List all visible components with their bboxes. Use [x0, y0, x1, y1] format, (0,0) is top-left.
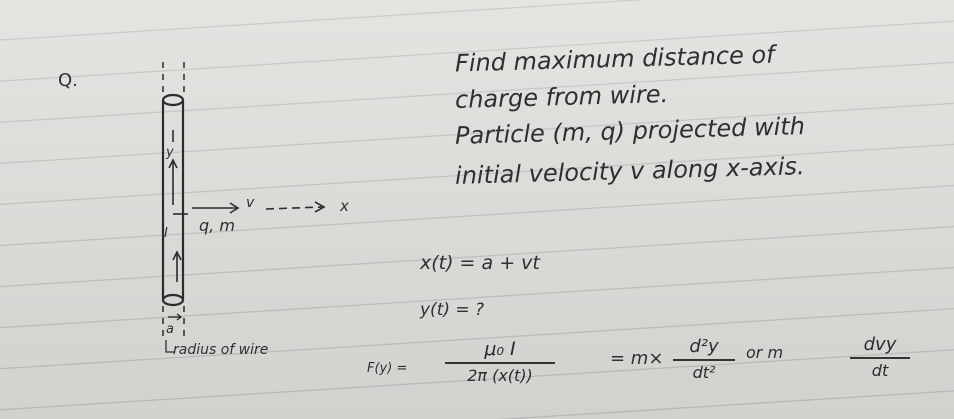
velocity-derivative-fraction	[850, 334, 910, 380]
or-m: or m	[746, 343, 784, 362]
force-denominator: 2π (x(t))	[467, 366, 533, 385]
equation-x-t: x(t) = a + vt	[420, 252, 540, 274]
radius-note: radius of wire	[173, 342, 269, 358]
d2y-numerator: d²y	[689, 336, 719, 357]
current-label: I	[164, 226, 168, 241]
force-numerator: μ₀ I	[484, 338, 516, 360]
equals-m-times: = m×	[610, 348, 664, 369]
problem-line-3: Particle (m, q) projected with	[454, 112, 806, 150]
wire-bottom-ellipse	[163, 295, 183, 305]
problem-line-1: Find maximum distance of	[454, 40, 775, 78]
radius-vector-label: a	[166, 322, 174, 337]
d2y-denominator: dt²	[692, 363, 716, 382]
velocity-label: v	[246, 195, 255, 211]
fraction-bar	[445, 362, 555, 364]
charge-label: q, m	[199, 216, 235, 235]
equation-y-t: y(t) = ?	[420, 300, 485, 320]
wire-top-ellipse	[163, 95, 183, 105]
fraction-bar	[673, 359, 735, 361]
fraction-bar	[850, 357, 910, 359]
dvy-numerator: dvy	[863, 334, 897, 355]
second-derivative-fraction	[673, 336, 735, 382]
problem-line-2: charge from wire.	[454, 80, 669, 114]
force-lhs: F(y) =	[367, 361, 408, 376]
x-axis-dash	[266, 207, 322, 209]
dvy-denominator: dt	[871, 361, 889, 380]
x-axis-label: x	[340, 197, 349, 215]
question-label: Q.	[58, 70, 78, 91]
problem-line-4: initial velocity v along x-axis.	[454, 152, 805, 190]
force-fraction	[445, 338, 555, 385]
y-axis-label: y	[166, 145, 174, 160]
